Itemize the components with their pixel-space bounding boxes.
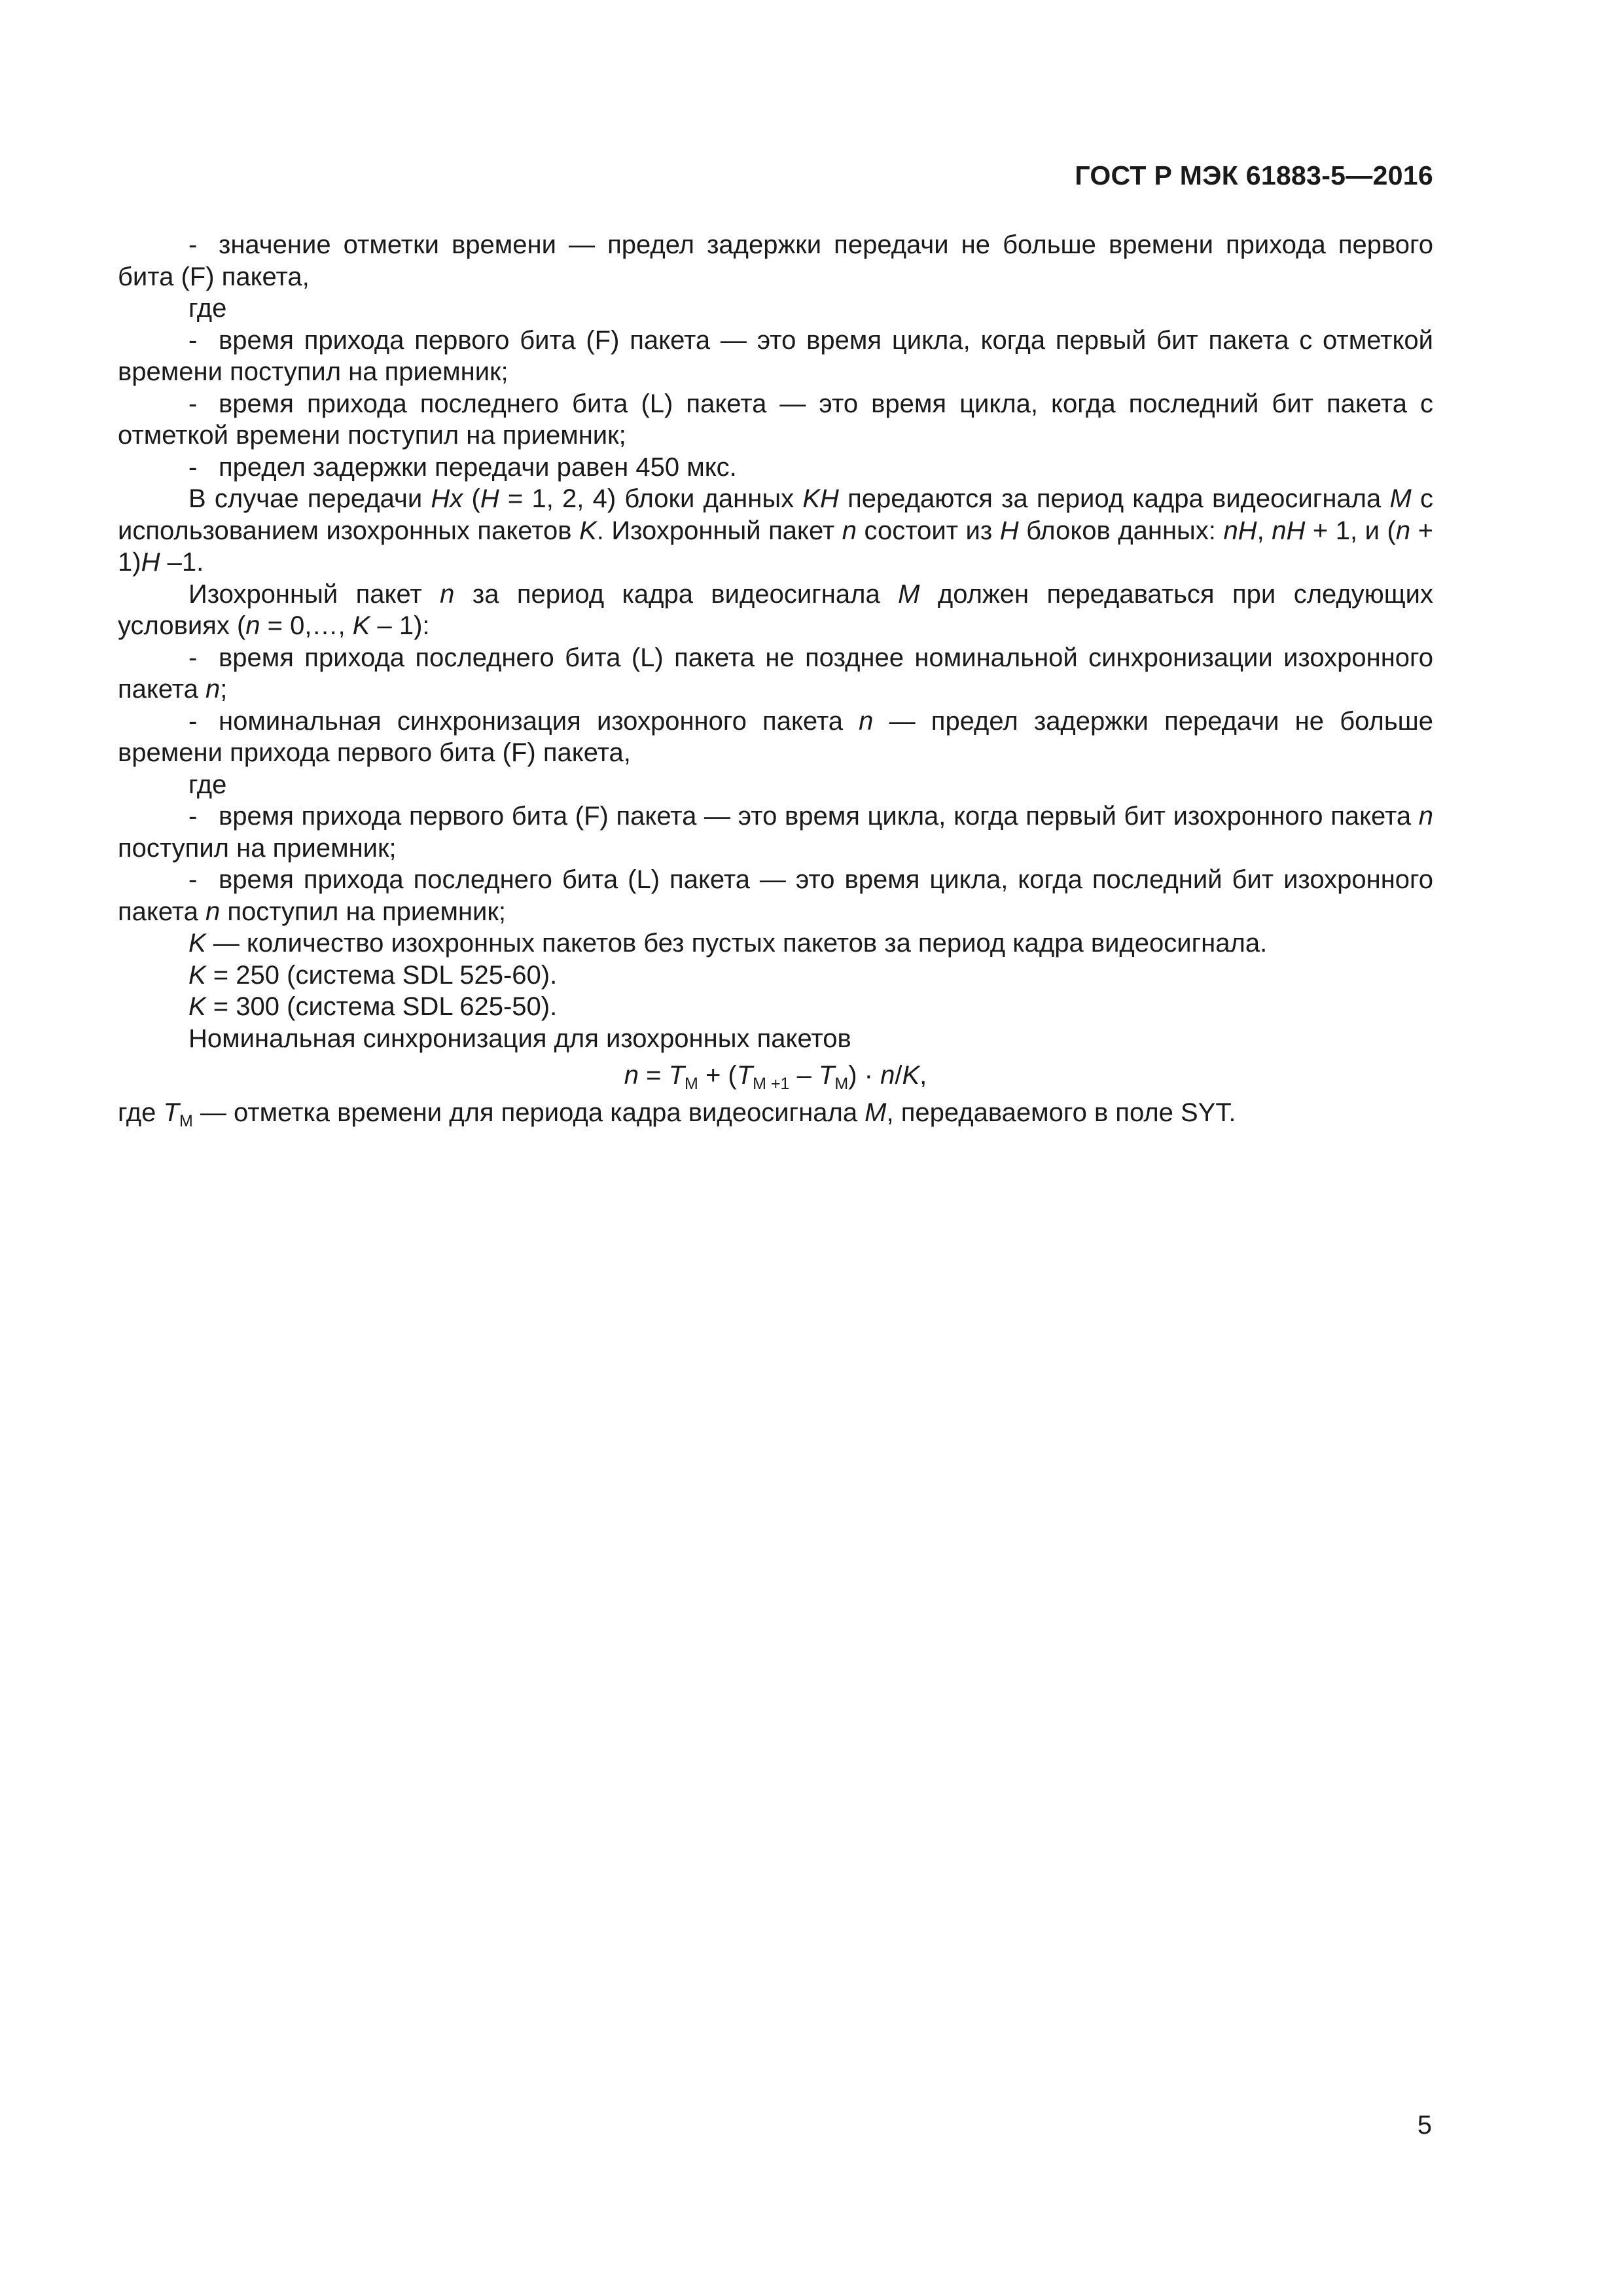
list-dash: - <box>188 452 198 482</box>
paragraph-nominal-sync: Номинальная синхронизация для изохронных пакетов <box>188 1024 851 1053</box>
list-dash: - <box>188 706 198 736</box>
paragraph-timestamp: - значение отметки времени — предел задержки передачи не больше времени прихода первого бита (F) пакета, <box>118 230 1433 291</box>
formula: $n = T_M + (T_{M +1} - T_M) \cdot n/K$, <box>624 1061 927 1093</box>
list-dash: - <box>188 325 198 355</box>
paragraph-where-tm: где $T_M$ — отметка времени для периода кадра видеосигнала M, передаваемого в поле SYT. <box>118 1098 1236 1130</box>
list-dash: - <box>188 643 198 672</box>
paragraph-transmission: В случае передачи Hx (H = 1, 2, 4) блоки данных KH передаются за период кадра видеосигнала M с использованием изохронных пакетов K. Изохронный пакет n состоит из H блоков данных: nH, nH + 1, и (n + 1)H –1. <box>118 484 1433 577</box>
list-dash: - <box>188 802 198 831</box>
paragraph-conditions: Изохронный пакет n за период кадра видеосигнала M должен передаваться при следующих условиях (n = 0,…, K – 1): <box>118 579 1433 640</box>
standard-header: ГОСТ Р МЭК 61883-5—2016 <box>1075 160 1433 190</box>
paragraph-condition-nominal: - номинальная синхронизация изохронного пакета n — предел задержки передачи не больше времени прихода первого бита (F) пакета, <box>118 706 1433 767</box>
paragraph-iso-first-bit: - время прихода первого бита (F) пакета — это время цикла, когда первый бит изохронного пакета n поступил на приемник; <box>118 802 1433 863</box>
paragraph-first-bit: - время прихода первого бита (F) пакета — это время цикла, когда первый бит пакета с отметкой времени поступил на приемник; <box>118 325 1433 386</box>
paragraph-last-bit: - время прихода последнего бита (L) пакета — это время цикла, когда последний бит пакета с отметкой времени поступил на приемник; <box>118 389 1433 450</box>
paragraph-k-525: K = 250 (система SDL 525-60). <box>188 960 558 990</box>
list-dash: - <box>188 389 198 418</box>
list-dash: - <box>188 230 198 259</box>
paragraph-iso-last-bit: - время прихода последнего бита (L) пакета — это время цикла, когда последний бит изохронного пакета n поступил на приемник; <box>118 865 1433 926</box>
paragraph-k-625: K = 300 (система SDL 625-50). <box>188 992 558 1021</box>
paragraph-condition-last-bit: - время прихода последнего бита (L) пакета не позднее номинальной синхронизации изохронного пакета n; <box>118 643 1433 704</box>
body-text <box>118 229 1433 1128</box>
paragraph-where-2: где <box>188 770 227 799</box>
page-number: 5 <box>1417 2111 1432 2140</box>
paragraph-delay-limit: - предел задержки передачи равен 450 мкс. <box>118 452 1433 484</box>
paragraph-where: где <box>188 294 227 323</box>
paragraph-k-definition: K — количество изохронных пакетов без пустых пакетов за период кадра видеосигнала. <box>188 929 1268 958</box>
list-dash: - <box>188 865 198 894</box>
